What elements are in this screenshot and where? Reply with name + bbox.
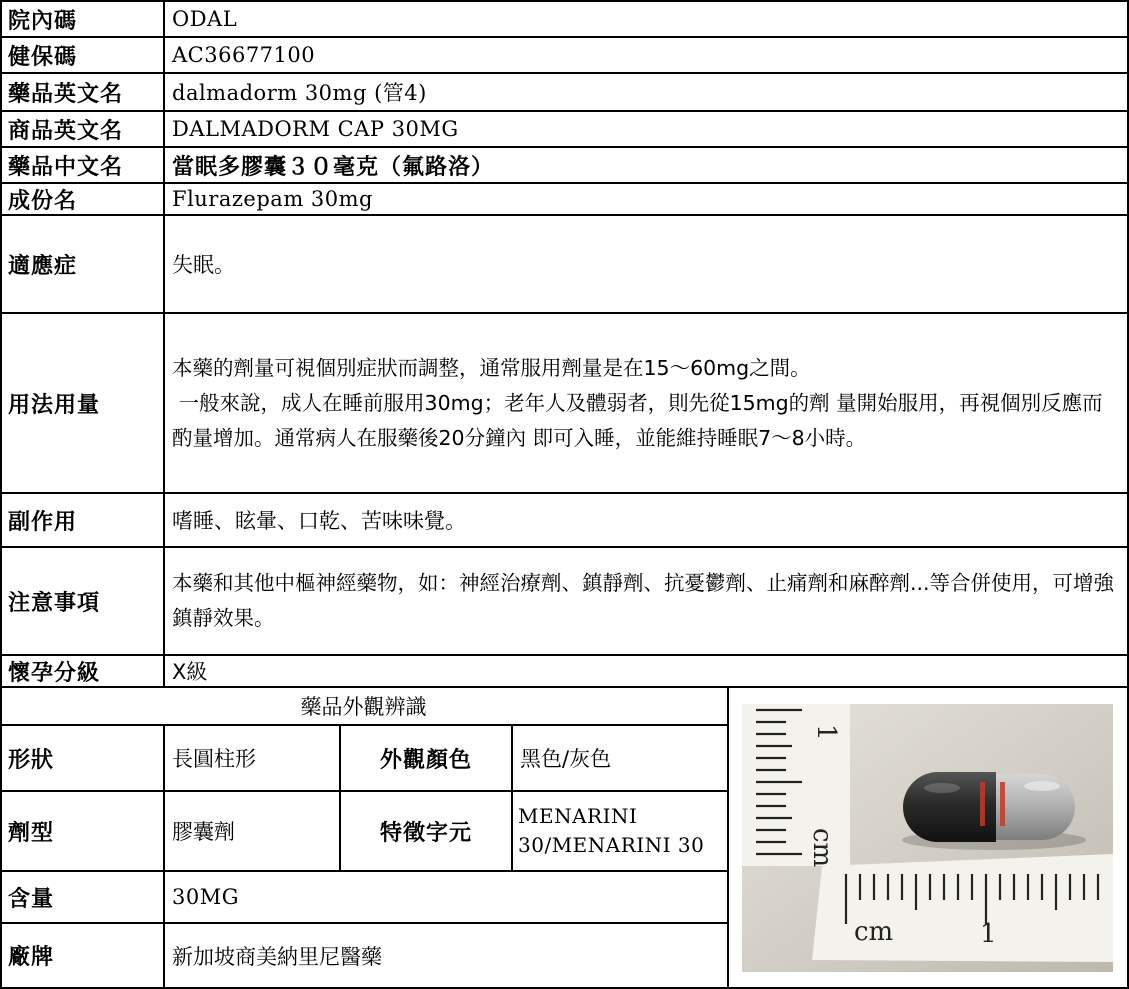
table-rule	[0, 546, 1129, 548]
table-rule	[0, 870, 729, 872]
table-rule	[727, 686, 729, 989]
indication-label: 適應症	[8, 253, 78, 279]
ingredient-value: Flurazepam 30mg	[172, 187, 373, 211]
dosage-form-label: 劑型	[8, 820, 55, 846]
table-rule	[0, 686, 1129, 688]
vertical-ruler-unit: cm	[807, 828, 837, 868]
pill-photo-drawing	[742, 704, 1113, 972]
nhi-code-label: 健保碼	[8, 44, 78, 70]
horizontal-ruler-unit: cm	[854, 917, 894, 947]
table-rule	[0, 72, 1129, 74]
imprint-value: MENARINI 30/MENARINI 30	[518, 804, 705, 857]
table-rule	[0, 312, 1129, 314]
table-rule	[163, 724, 165, 989]
nhi-code-value: AC36677100	[172, 43, 316, 67]
table-rule	[511, 724, 513, 872]
strength-value: 30MG	[172, 885, 239, 909]
table-rule	[339, 724, 341, 872]
appearance-header: 藥品外觀辨識	[300, 695, 427, 719]
manufacturer-label: 廠牌	[8, 945, 55, 970]
ingredient-label: 成份名	[8, 188, 78, 214]
product-en-name-label: 商品英文名	[8, 118, 124, 144]
pregnancy-value: X級	[172, 660, 208, 684]
color-label: 外觀顏色	[379, 747, 472, 773]
drug-en-name-label: 藥品英文名	[8, 81, 124, 107]
table-rule	[0, 790, 729, 792]
precautions-value: 本藥和其他中樞神經藥物，如：神經治療劑、鎮靜劑、抗憂鬱劑、止痛劑和麻醉劑...等合併使用，可增強鎮靜效果。	[172, 571, 1115, 630]
drug-zh-name-value: 當眠多膠囊３０毫克（氟路洛）	[172, 154, 495, 180]
pill-photo	[742, 704, 1113, 972]
product-en-name-value: DALMADORM CAP 30MG	[172, 117, 459, 141]
drug-zh-name-label: 藥品中文名	[8, 154, 124, 180]
vertical-ruler	[742, 704, 850, 867]
side-effects-value: 嗜睡、眩暈、口乾、苦味味覺。	[172, 509, 466, 533]
hospital-code-value: ODAL	[172, 7, 238, 31]
strength-label: 含量	[8, 886, 55, 912]
dosage-value: 本藥的劑量可視個別症狀而調整，通常服用劑量是在15～60mg之間。 一般來說，成人在睡前服用30mg；老年人及體弱者，則先從15mg的劑 量開始服用，再視個別反應而酌量增加。通常病人在服藥後20分鐘內 即可入睡，並能維持睡眠7～8小時。	[172, 355, 1103, 450]
table-rule	[163, 0, 165, 688]
vertical-ruler-mark: 1	[811, 724, 841, 741]
shape-value: 長圓柱形	[172, 747, 256, 771]
table-rule	[0, 922, 729, 924]
dosage-label: 用法用量	[8, 392, 101, 418]
shape-label: 形狀	[8, 747, 55, 773]
indication-value: 失眠。	[172, 253, 235, 277]
imprint-label: 特徵字元	[379, 820, 472, 846]
table-rule	[0, 654, 1129, 656]
table-rule	[0, 36, 1129, 38]
horizontal-ruler-mark: 1	[980, 919, 997, 949]
drug-en-name-value: dalmadorm 30mg (管4)	[172, 81, 427, 105]
capsule-image	[902, 772, 1086, 850]
table-rule	[0, 214, 1129, 216]
hospital-code-label: 院內碼	[8, 8, 78, 34]
table-rule	[0, 0, 1129, 2]
precautions-label: 注意事項	[8, 590, 101, 616]
table-rule	[0, 146, 1129, 148]
manufacturer-value: 新加坡商美納里尼醫藥	[172, 944, 382, 969]
table-rule	[0, 0, 2, 989]
side-effects-label: 副作用	[8, 509, 78, 535]
horizontal-ruler	[812, 854, 1113, 962]
dosage-form-value: 膠囊劑	[172, 820, 235, 844]
table-rule	[0, 492, 1129, 494]
pregnancy-label: 懷孕分級	[8, 660, 101, 686]
table-rule	[0, 724, 729, 726]
table-rule	[0, 110, 1129, 112]
table-rule	[0, 182, 1129, 184]
color-value: 黑色/灰色	[520, 747, 612, 771]
